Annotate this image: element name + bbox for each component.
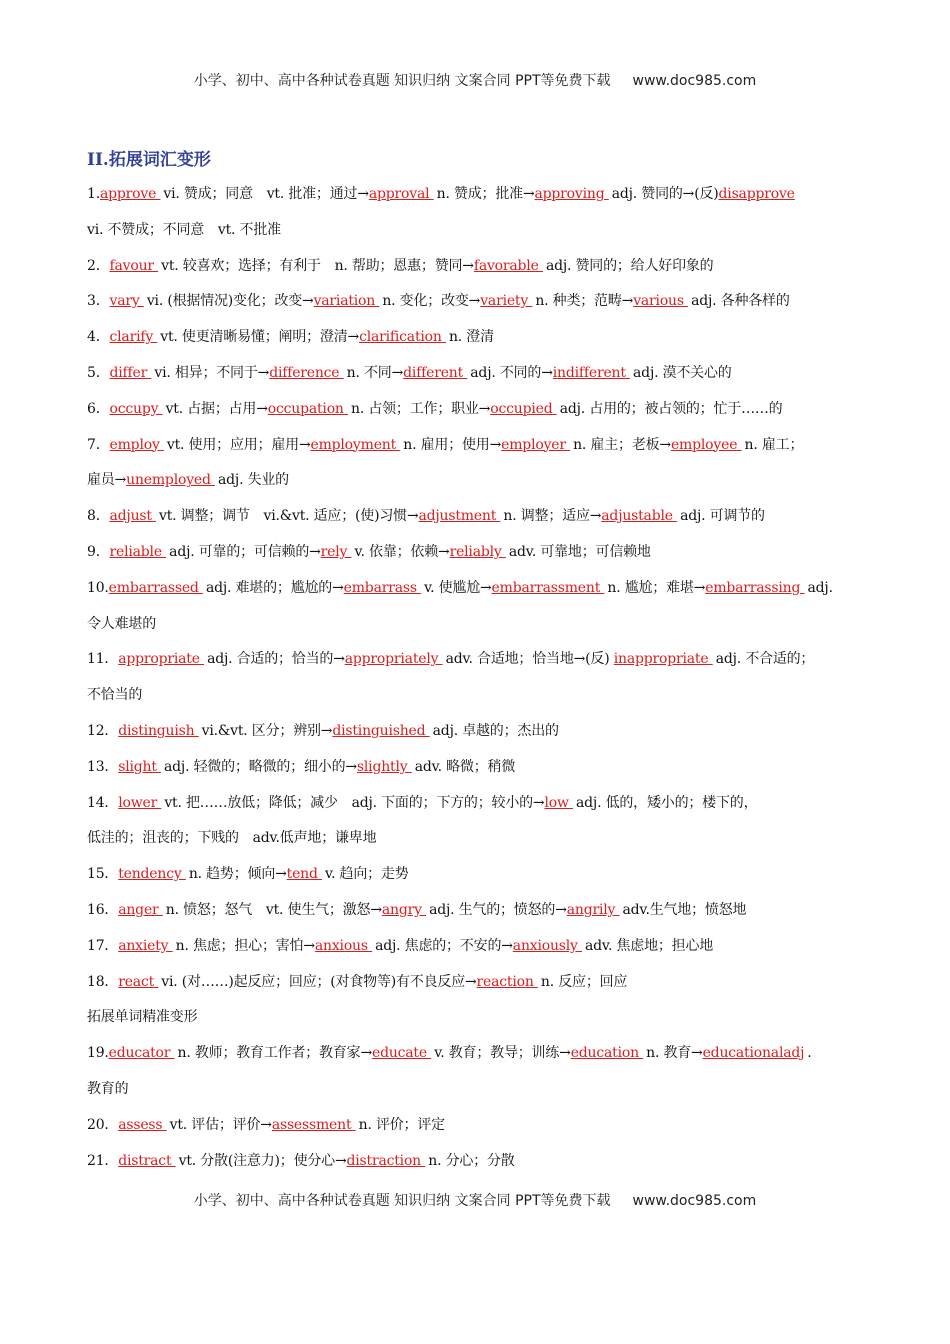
vocab-line bbox=[87, 614, 867, 650]
line-text: n. 焦虑；担心；害怕→ bbox=[175, 937, 315, 954]
line-text: adj. 赞同的；给人好印象的 bbox=[545, 257, 714, 274]
answer-word: adjust bbox=[109, 508, 157, 525]
vocab-line bbox=[87, 291, 867, 327]
vocab-line bbox=[87, 542, 867, 578]
answer-word: reliable bbox=[109, 543, 167, 560]
answer-word: distraction bbox=[346, 1152, 426, 1169]
line-text: 5． bbox=[87, 364, 110, 381]
answer-word: distract bbox=[118, 1152, 176, 1169]
line-text: 9． bbox=[87, 543, 110, 560]
answer-word: employee bbox=[670, 436, 742, 453]
answer-word: adjustable bbox=[601, 508, 678, 525]
answer-word: variety bbox=[480, 293, 533, 310]
answer-word: angrily bbox=[566, 901, 620, 918]
answer-word: tend bbox=[286, 866, 323, 883]
answer-word: educationaladj bbox=[702, 1045, 805, 1062]
line-text: n. 分心；分散 bbox=[428, 1152, 515, 1169]
line-text: vi. 不赞成；不同意 vt. 不批准 bbox=[87, 221, 281, 238]
answer-word: low bbox=[544, 794, 574, 811]
answer-word: educate bbox=[371, 1045, 432, 1062]
line-text: n. 种类；范畴→ bbox=[535, 293, 634, 310]
vocab-line bbox=[87, 399, 867, 435]
vocab-line bbox=[87, 685, 867, 721]
vocab-line bbox=[87, 757, 867, 793]
line-text: 15． bbox=[87, 866, 119, 883]
line-text: n. 评价；评定 bbox=[358, 1116, 445, 1133]
vocab-line bbox=[87, 721, 867, 757]
vocab-line bbox=[87, 220, 867, 256]
line-text: 8． bbox=[87, 508, 110, 525]
line-text: vt. 调整；调节 vi.&vt. 适应；(使)习惯→ bbox=[159, 508, 419, 525]
line-text: 20． bbox=[87, 1116, 119, 1133]
answer-word: employment bbox=[310, 436, 401, 453]
line-text: adj. 轻微的；略微的；细小的→ bbox=[164, 758, 357, 775]
line-text: v. 依靠；依赖→ bbox=[354, 543, 450, 560]
vocab-line bbox=[87, 1079, 867, 1115]
line-text: n. 占领；工作；职业→ bbox=[351, 400, 491, 417]
answer-word: vary bbox=[109, 293, 144, 310]
line-text: 令人难堪的 bbox=[87, 615, 156, 632]
answer-word: employer bbox=[501, 436, 571, 453]
answer-word: tendency bbox=[118, 866, 186, 883]
line-text: adj. bbox=[807, 579, 833, 596]
line-text: n. 雇用；使用→ bbox=[403, 436, 502, 453]
vocab-line bbox=[87, 649, 867, 685]
answer-word: variation bbox=[313, 293, 380, 310]
line-text: adj. 不合适的； bbox=[715, 651, 815, 668]
line-text: vi. (对……)起反应；回应；(对食物等)有不良反应→ bbox=[161, 973, 477, 990]
line-text: vi. 赞成；同意 vt. 批准；通过→ bbox=[163, 186, 369, 202]
line-text: 13． bbox=[87, 758, 119, 775]
line-text: n. 调整；适应→ bbox=[503, 508, 602, 525]
answer-word: occupy bbox=[109, 400, 163, 417]
line-text: n. 尴尬；难堪→ bbox=[607, 579, 706, 596]
line-text: 1. bbox=[87, 186, 100, 202]
line-text: adj. 可调节的 bbox=[680, 508, 765, 525]
line-text: vt. 评估；评价→ bbox=[169, 1116, 272, 1133]
answer-word: different bbox=[403, 364, 468, 381]
answer-word: occupied bbox=[490, 400, 557, 417]
line-text: n. 教育→ bbox=[646, 1045, 703, 1062]
line-text: n. 反应；回应 bbox=[540, 973, 628, 990]
vocab-line bbox=[87, 1151, 867, 1187]
line-text: vt. 把……放低；降低；减少 adj. 下面的；下方的；较小的→ bbox=[164, 794, 545, 811]
answer-word: embarrassed bbox=[108, 579, 203, 596]
line-text: 2． bbox=[87, 257, 110, 274]
answer-word: anxiety bbox=[118, 937, 173, 954]
line-text: n. 愤怒；怒气 vt. 使生气；激怒→ bbox=[165, 901, 382, 918]
line-text: 6． bbox=[87, 400, 110, 417]
line-text: adj. 失业的 bbox=[218, 472, 289, 489]
answer-word: various bbox=[633, 293, 689, 310]
vocab-line bbox=[87, 828, 867, 864]
line-text: n. 赞成；批准→ bbox=[436, 186, 535, 202]
page-header bbox=[0, 70, 950, 90]
page-footer bbox=[0, 1190, 950, 1210]
vocab-line bbox=[87, 506, 867, 542]
answer-word: reaction bbox=[476, 973, 538, 990]
line-text: adv. 合适地；恰当地→(反) bbox=[445, 651, 614, 668]
answer-word: adjustment bbox=[418, 508, 501, 525]
line-text: v. 使尴尬→ bbox=[424, 579, 492, 596]
answer-word: lower bbox=[118, 794, 162, 811]
answer-word: occupation bbox=[267, 400, 348, 417]
line-text: 12． bbox=[87, 722, 119, 739]
vocab-line bbox=[87, 435, 867, 471]
answer-word: assess bbox=[118, 1116, 167, 1133]
vocab-line bbox=[87, 470, 867, 506]
line-text: 21． bbox=[87, 1152, 119, 1169]
line-text: n. 变化；改变→ bbox=[382, 293, 481, 310]
line-text: 7． bbox=[87, 436, 110, 453]
answer-word: education bbox=[570, 1045, 644, 1062]
line-text: vt. 使更清晰易懂；阐明；澄清→ bbox=[160, 329, 360, 346]
line-text: 18． bbox=[87, 973, 119, 990]
header-text: 小学、初中、高中各种试卷真题 知识归纳 文案合同 PPT等免费下载 bbox=[193, 73, 611, 89]
line-text: n. 教师；教育工作者；教育家→ bbox=[177, 1045, 372, 1062]
line-text: n. 澄清 bbox=[448, 329, 494, 346]
answer-word: anxiously bbox=[512, 937, 583, 954]
line-text: adj. 卓越的；杰出的 bbox=[432, 722, 559, 739]
answer-word: difference bbox=[269, 364, 344, 381]
answer-word: appropriately bbox=[344, 651, 443, 668]
answer-word: approve bbox=[99, 186, 161, 202]
answer-word: anger bbox=[118, 901, 163, 918]
vocab-line bbox=[87, 900, 867, 936]
line-text: vi. (根据情况)变化；改变→ bbox=[146, 293, 314, 310]
answer-word: differ bbox=[109, 364, 152, 381]
answer-word: embarrass bbox=[343, 579, 422, 596]
footer-url[interactable]: www.doc985.com bbox=[632, 1193, 757, 1209]
line-text: n. 趋势；倾向→ bbox=[188, 866, 287, 883]
line-text: adj. 合适的；恰当的→ bbox=[207, 651, 345, 668]
answer-word: assessment bbox=[271, 1116, 356, 1133]
line-text: v. 教育；教导；训练→ bbox=[434, 1045, 571, 1062]
line-text: 11． bbox=[87, 651, 119, 668]
line-text: adj. 焦虑的；不安的→ bbox=[375, 937, 513, 954]
line-text: 4． bbox=[87, 329, 110, 346]
vocab-line bbox=[87, 1043, 867, 1079]
section-title: II.拓展词汇变形 bbox=[87, 150, 211, 170]
line-text: n. 不同→ bbox=[346, 364, 404, 381]
line-text: adj. 难堪的；尴尬的→ bbox=[205, 579, 344, 596]
line-text: vi.&vt. 区分；辨别→ bbox=[201, 722, 333, 739]
answer-word: react bbox=[118, 973, 159, 990]
answer-word: appropriate bbox=[118, 651, 205, 668]
answer-word: slightly bbox=[356, 758, 412, 775]
answer-word: angry bbox=[381, 901, 427, 918]
answer-word: unemployed bbox=[126, 472, 216, 489]
line-text: adj. 不同的→ bbox=[470, 364, 553, 381]
answer-word: clarify bbox=[109, 329, 158, 346]
answer-word: clarification bbox=[359, 329, 446, 346]
answer-word: indifferent bbox=[552, 364, 631, 381]
line-text: 19. bbox=[87, 1045, 109, 1062]
answer-word: favour bbox=[109, 257, 159, 274]
line-text: vt. 使用；应用；雇用→ bbox=[166, 436, 311, 453]
line-text: 10. bbox=[87, 579, 109, 596]
answer-word: embarrassment bbox=[491, 579, 605, 596]
vocab-line bbox=[87, 327, 867, 363]
answer-word: approving bbox=[534, 186, 609, 202]
answer-word: employ bbox=[109, 436, 164, 453]
line-text: 教育的 bbox=[87, 1080, 129, 1097]
answer-word: reliably bbox=[449, 543, 506, 560]
line-text: 16． bbox=[87, 901, 119, 918]
vocab-line bbox=[87, 256, 867, 292]
line-text: v. 趋向；走势 bbox=[325, 866, 409, 883]
line-text: adj. 低的，矮小的；楼下的， bbox=[576, 794, 758, 811]
line-text: 17． bbox=[87, 937, 119, 954]
vocab-line bbox=[87, 578, 867, 614]
line-text: . bbox=[807, 1045, 812, 1062]
vocabulary-list bbox=[87, 184, 867, 1186]
vocab-line bbox=[87, 1115, 867, 1151]
vocab-line bbox=[87, 363, 867, 399]
answer-word: slight bbox=[118, 758, 162, 775]
answer-word: approval bbox=[368, 186, 434, 202]
vocab-line bbox=[87, 936, 867, 972]
answer-word: disapprove bbox=[718, 186, 795, 202]
line-text: adv. 可靠地；可信赖地 bbox=[508, 543, 651, 560]
line-text: adj. 赞同的→(反) bbox=[611, 186, 719, 202]
answer-word: distinguished bbox=[332, 722, 430, 739]
vocab-line bbox=[87, 864, 867, 900]
line-text: 雇员→ bbox=[87, 472, 127, 489]
line-text: 3． bbox=[87, 293, 110, 310]
footer-text: 小学、初中、高中各种试卷真题 知识归纳 文案合同 PPT等免费下载 bbox=[193, 1193, 611, 1209]
line-text: adv.生气地；愤怒地 bbox=[622, 901, 747, 918]
line-text: 低洼的；沮丧的；下贱的 adv.低声地；谦卑地 bbox=[87, 830, 377, 847]
answer-word: rely bbox=[320, 543, 352, 560]
line-text: adj. 可靠的；可信赖的→ bbox=[169, 543, 321, 560]
vocab-line bbox=[87, 184, 867, 220]
answer-word: distinguish bbox=[118, 722, 199, 739]
line-text: adj. 各种各样的 bbox=[691, 293, 790, 310]
line-text: adj. 生气的；愤怒的→ bbox=[429, 901, 567, 918]
line-text: n. 雇工； bbox=[744, 436, 804, 453]
line-text: adj. 占用的；被占领的；忙于……的 bbox=[559, 400, 783, 417]
vocab-line bbox=[87, 972, 867, 1008]
answer-word: favorable bbox=[473, 257, 543, 274]
line-text: n. 雇主；老板→ bbox=[573, 436, 671, 453]
line-text: vi. 相异；不同于→ bbox=[154, 364, 270, 381]
answer-word: educator bbox=[108, 1045, 175, 1062]
vocab-line bbox=[87, 1007, 867, 1043]
line-text: vt. 较喜欢；选择；有利于 n. 帮助；恩惠；赞同→ bbox=[161, 257, 474, 274]
line-text: vt. 占据；占用→ bbox=[165, 400, 268, 417]
line-text: 14． bbox=[87, 794, 119, 811]
header-url[interactable]: www.doc985.com bbox=[632, 73, 757, 89]
line-text: adj. 漠不关心的 bbox=[633, 364, 732, 381]
line-text: vt. 分散(注意力)；使分心→ bbox=[178, 1152, 347, 1169]
answer-word: embarrassing bbox=[705, 579, 805, 596]
answer-word: anxious bbox=[314, 937, 373, 954]
vocab-line bbox=[87, 793, 867, 829]
line-text: adv. 焦虑地；担心地 bbox=[585, 937, 714, 954]
line-text: 不恰当的 bbox=[87, 687, 143, 704]
answer-word: inappropriate bbox=[613, 651, 713, 668]
line-text: adv. 略微；稍微 bbox=[414, 758, 516, 775]
line-text: 拓展单词精准变形 bbox=[87, 1009, 198, 1026]
